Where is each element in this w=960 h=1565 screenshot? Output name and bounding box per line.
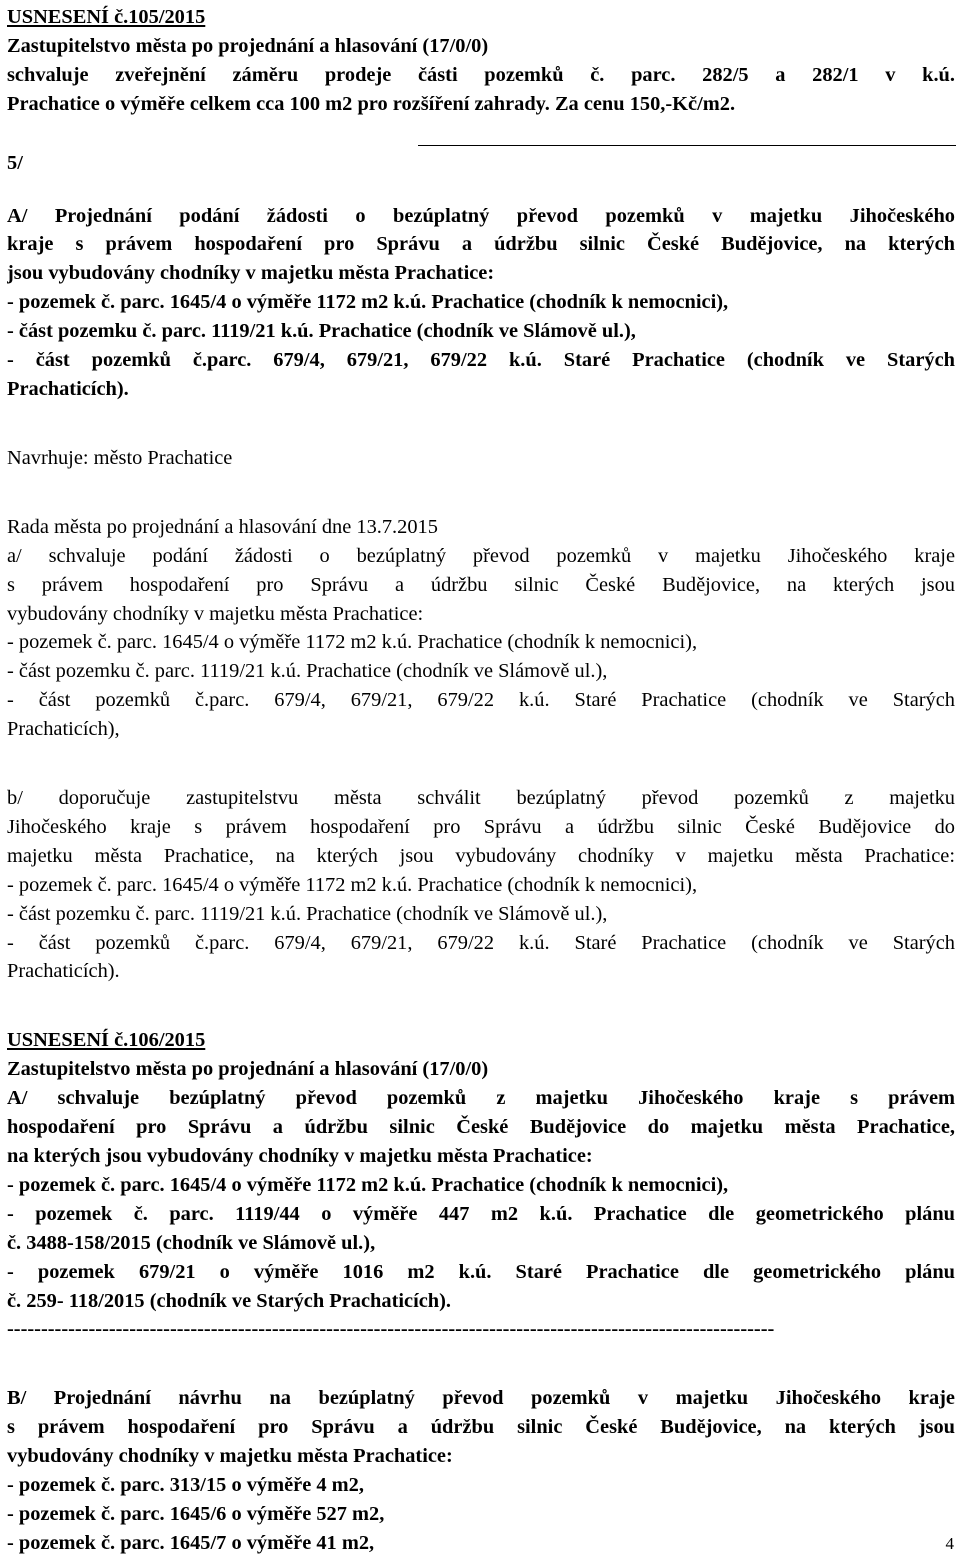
text-line-res105-title: USNESENÍ č.105/2015 [7,6,206,28]
text-line-rb-l6: - část pozemků č.parc. 679/4, 679/21, 679/22 k.ú. Staré Prachatice (chodník ve Starých [7,931,955,954]
text-line-bb-l2: s právem hospodaření pro Správu a údržbu silnic České Budějovice, na kterých jsou [7,1416,955,1439]
text-line-s-l4: - pozemek č. parc. 1645/4 o výměře 1172 m2 k.ú. Prachatice (chodník k nemocnici), [7,1173,729,1196]
text-line-bb-l4: - pozemek č. parc. 313/15 o výměře 4 m2, [7,1474,364,1497]
page-number: 4 [945,1534,954,1553]
text-line-rb-l3: majetku města Prachatice, na kterých jsou vybudovány chodníky v majetku města Prachatice: [7,844,955,867]
text-line-ra-l4: - pozemek č. parc. 1645/4 o výměře 1172 m2 k.ú. Prachatice (chodník k nemocnici), [7,631,698,654]
spacer [7,473,955,513]
text-line-s-l3: na kterých jsou vybudovány chodníky v majetku města Prachatice: [7,1145,593,1167]
text-line-item5: 5/ [7,151,23,174]
text-line-res105-l2: Prachatice o výměře celkem cca 100 m2 pro rozšíření zahrady. Za cenu 150,-Kč/m2. [7,92,736,115]
text-line-s-l6: č. 3488-158/2015 (chodník ve Slámově ul.), [7,1231,376,1254]
text-line-ra-l6: - část pozemků č.parc. 679/4, 679/21, 679/22 k.ú. Staré Prachatice (chodník ve Starých [7,689,955,712]
text-line-s-l2: hospodaření pro Správu a údržbu silnic České Budějovice do majetku města Prachatice, [7,1116,955,1139]
text-line-a-l6: - část pozemků č.parc. 679/4, 679/21, 679/22 k.ú. Staré Prachatice (chodník ve Starých [7,349,955,372]
spacer [7,1344,955,1384]
text-line-rb-l2: Jihočeského kraje s právem hospodaření pro Správu a údržbu silnic České Budějovice do [7,815,955,838]
text-line-bb-l6: - pozemek č. parc. 1645/7 o výměře 41 m2, [7,1531,375,1554]
text-line-bb-l5: - pozemek č. parc. 1645/6 o výměře 527 m2, [7,1502,385,1525]
horizontal-rule [418,145,956,146]
spacer [7,404,955,444]
spacer [7,986,955,1026]
document-page [7,3,955,1558]
spacer [7,178,955,202]
text-line-rb-l7: Prachaticích). [7,960,120,983]
text-line-ra-l1: a/ schvaluje podání žádosti o bezúplatný převod pozemků v majetku Jihočeského kraje [7,544,955,567]
text-line-ra-l3: vybudovány chodníky v majetku města Prachatice: [7,602,424,625]
text-line-a-l5: - část pozemku č. parc. 1119/21 k.ú. Prachatice (chodník ve Slámově ul.), [7,320,636,343]
text-line-proposer: Navrhuje: město Prachatice [7,446,233,469]
text-line-res106-title: USNESENÍ č.106/2015 [7,1029,206,1052]
text-line-rb-l5: - část pozemku č. parc. 1119/21 k.ú. Prachatice (chodník ve Slámově ul.), [7,902,608,925]
text-line-council: Rada města po projednání a hlasování dne 13.7.2015 [7,515,438,538]
text-line-rb-l4: - pozemek č. parc. 1645/4 o výměře 1172 m2 k.ú. Prachatice (chodník k nemocnici), [7,873,698,896]
text-line-dashes: ----------------------------------------------------------------------------------------------------------------- [7,1318,775,1341]
text-line-s-l7: - pozemek 679/21 o výměře 1016 m2 k.ú. Staré Prachatice dle geometrického plánu [7,1260,955,1283]
text-line-ra-l2: s právem hospodaření pro Správu a údržbu silnic České Budějovice, na kterých jsou [7,573,955,596]
text-line-res106-vote: Zastupitelstvo města po projednání a hlasování (17/0/0) [7,1058,489,1081]
text-line-a-l7: Prachaticích). [7,377,129,400]
text-line-bb-l1: B/ Projednání návrhu na bezúplatný převod pozemků v majetku Jihočeského kraje [7,1387,955,1410]
spacer [7,744,955,784]
text-line-s-l8: č. 259- 118/2015 (chodník ve Starých Prachaticích). [7,1289,452,1312]
text-line-s-l5: - pozemek č. parc. 1119/44 o výměře 447 m2 k.ú. Prachatice dle geometrického plánu [7,1202,955,1225]
text-line-a-l2: kraje s právem hospodaření pro Správu a údržbu silnic České Budějovice, na kterých [7,233,955,256]
text-line-res105-l1: schvaluje zveřejnění záměru prodeje části pozemků č. parc. 282/5 a 282/1 v k.ú. [7,63,955,86]
text-line-rb-l1: b/ doporučuje zastupitelstvu města schválit bezúplatný převod pozemků z majetku [7,787,955,810]
text-line-bb-l3: vybudovány chodníky v majetku města Prachatice: [7,1445,453,1468]
text-line-s-l1: A/ schvaluje bezúplatný převod pozemků z majetku Jihočeského kraje s právem [7,1087,955,1110]
text-line-a-l3: jsou vybudovány chodníky v majetku města Prachatice: [7,262,495,285]
text-line-a-l1: A/ Projednání podání žádosti o bezúplatný převod pozemků v majetku Jihočeského [7,204,955,227]
text-line-ra-l7: Prachaticích), [7,718,120,741]
text-line-a-l4: - pozemek č. parc. 1645/4 o výměře 1172 m2 k.ú. Prachatice (chodník k nemocnici), [7,291,729,314]
text-line-res105-vote: Zastupitelstvo města po projednání a hlasování (17/0/0) [7,34,489,57]
text-line-ra-l5: - část pozemku č. parc. 1119/21 k.ú. Prachatice (chodník ve Slámově ul.), [7,660,608,683]
